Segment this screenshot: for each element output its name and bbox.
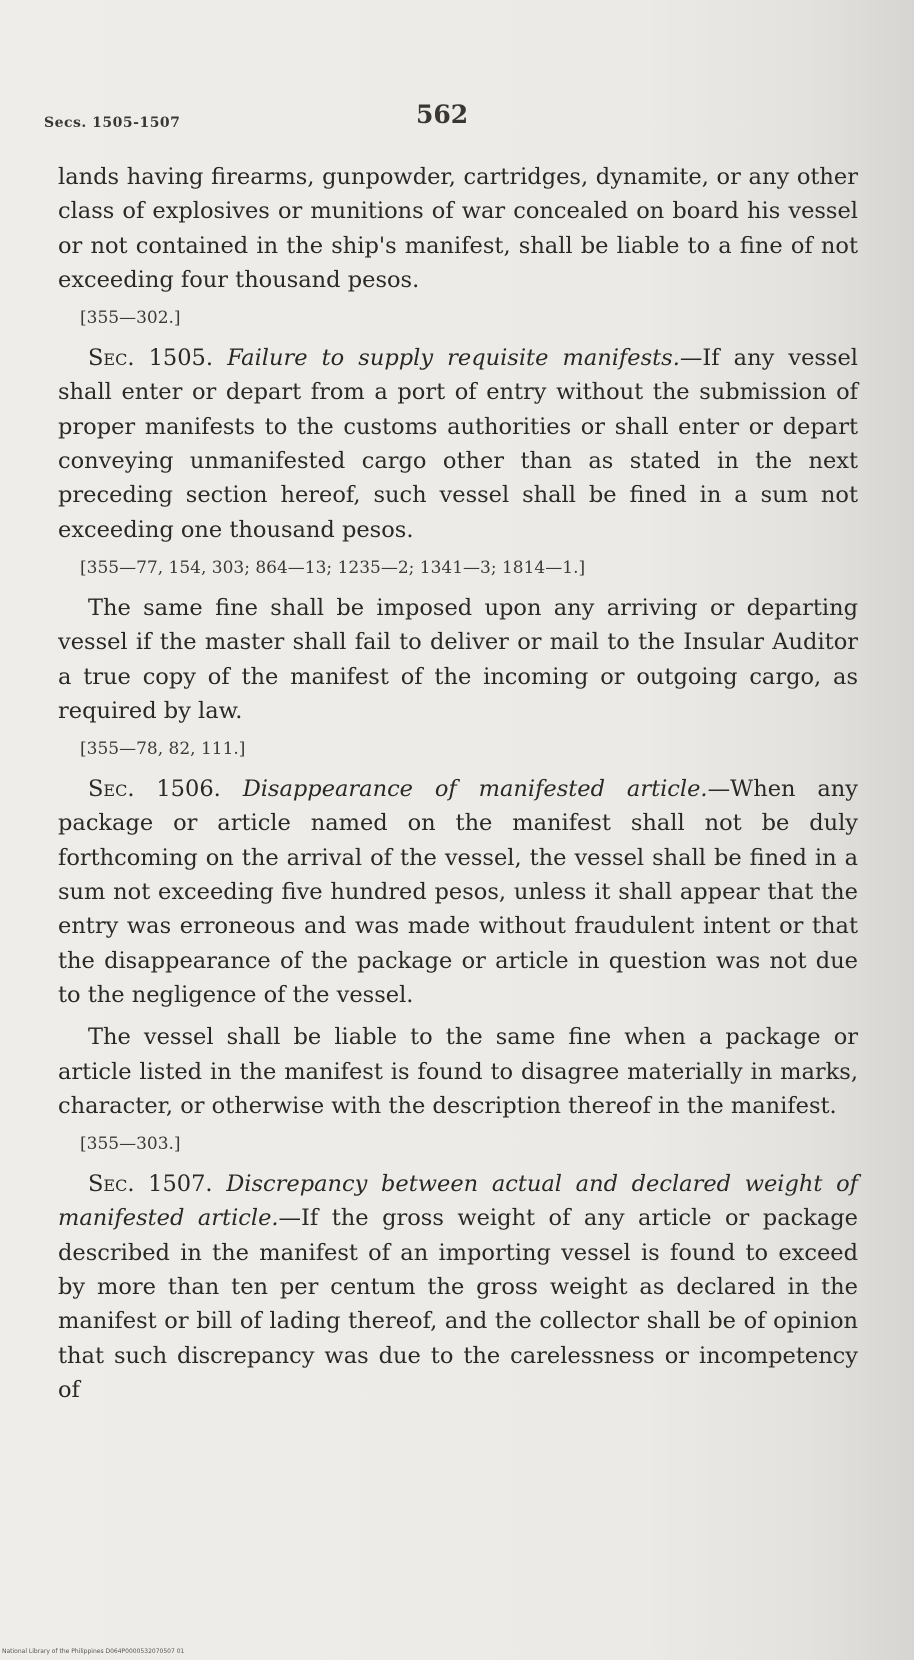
- section-title: Discrepancy between actual and declared weight of manifested article.: [58, 1171, 858, 1232]
- scan-footer: National Library of the Philippines D064P0000532070507 01: [2, 1648, 185, 1655]
- paragraph-continuation: lands having firearms, gunpowder, cartridges, dynamite, or any other class of explosives or munitions of war concealed on board his vessel or not contained in the ship's manifest, shall be liable to a fine of not exceeding four thousand pesos.: [58, 164, 858, 293]
- paragraph: The same fine shall be imposed upon any arriving or departing vessel if the master shall fail to deliver or mail to the Insular Auditor a true copy of the manifest of the incoming or outgoing cargo, as required by law.: [58, 594, 858, 724]
- section-label: Sec. 1507.: [88, 1171, 213, 1198]
- citation: [355—303.]: [80, 1134, 181, 1155]
- section-title: Disappearance of manifested article.: [242, 776, 708, 803]
- citation: [355—78, 82, 111.]: [80, 739, 246, 760]
- section-label: Sec. 1506.: [88, 776, 221, 803]
- section-text: —If any vessel shall enter or depart from a port of entry without the submission of proper manifests to the customs authorities or shall enter or depart conveying unmanifested cargo other than as stated in the next preceding section hereof, such vessel shall be fined in a sum not exceeding one thousand pesos.: [58, 345, 858, 543]
- citation: [355—302.]: [80, 308, 181, 329]
- citation: [355—77, 154, 303; 864—13; 1235—2; 1341—3; 1814—1.]: [80, 557, 586, 578]
- running-header-sections: Secs. 1505-1507: [44, 115, 181, 131]
- page-number: 562: [416, 100, 469, 129]
- section-1507: [58, 1167, 858, 1407]
- section-1505: [58, 341, 858, 547]
- section-title: Failure to supply requisite manifests.: [227, 345, 680, 372]
- paragraph: The vessel shall be liable to the same fine when a package or article listed in the manifest is found to disagree materially in marks, character, or otherwise with the description thereof in the manifest.: [58, 1024, 858, 1119]
- section-1506: [58, 772, 858, 1012]
- section-label: Sec. 1505.: [88, 345, 213, 372]
- body-text: [58, 160, 858, 1415]
- section-text: —If the gross weight of any article or package described in the manifest of an importing vessel is found to exceed by more than ten per centum the gross weight as declared in the manifest or bill of lading thereof, and the collector shall be of opinion that such discrepancy was due to the carelessness or incompetency of: [58, 1205, 858, 1403]
- section-text: —When any package or article named on the manifest shall not be duly forthcoming on the arrival of the vessel, the vessel shall be fined in a sum not exceeding five hundred pesos, unless it shall appear that the entry was erroneous and was made without fraudulent intent or that the disappearance of the package or article in question was not due to the negligence of the vessel.: [58, 776, 858, 1008]
